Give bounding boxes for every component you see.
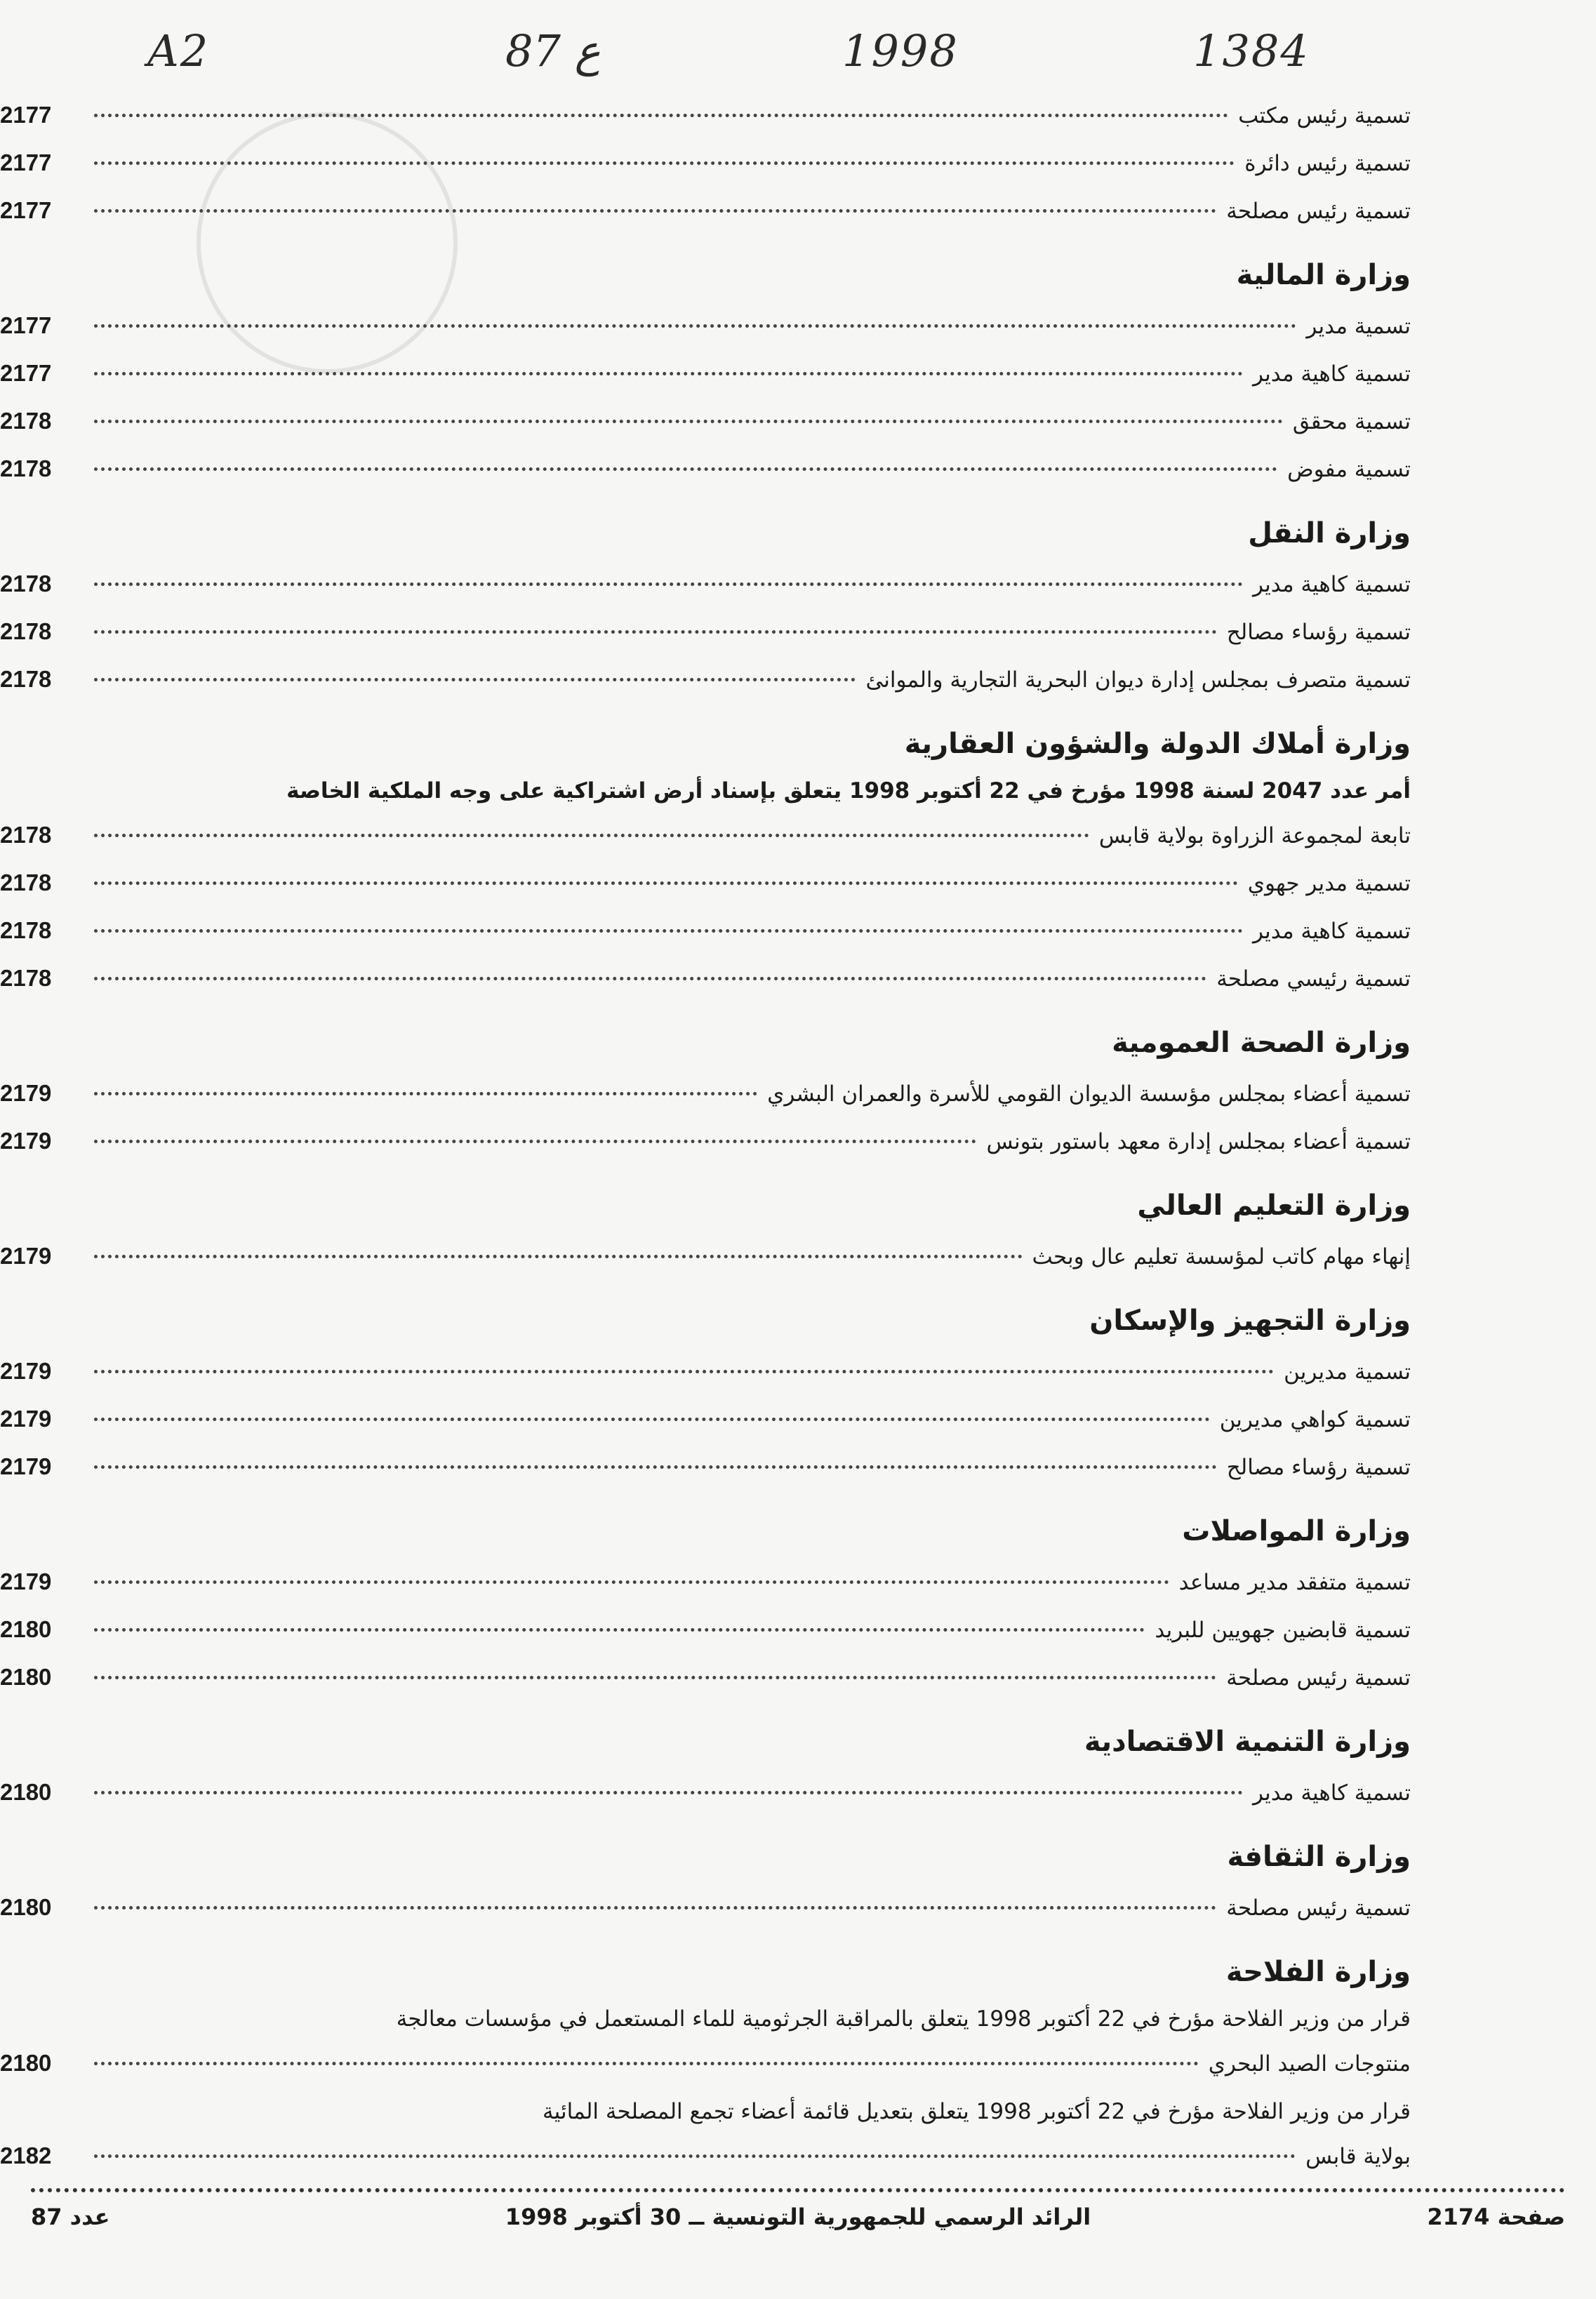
toc-row[interactable]: تسمية أعضاء بمجلس مؤسسة الديوان القومي للأسرة والعمران البشري 2179 <box>0 1080 1411 1107</box>
section-title-transport: وزارة النقل <box>1248 517 1411 549</box>
toc-row[interactable]: تسمية مدير جهوي 2178 <box>0 869 1411 896</box>
toc-row[interactable]: تسمية رئيسي مصلحة 2178 <box>0 965 1411 992</box>
toc-row[interactable]: تسمية كواهي مديرين 2179 <box>0 1406 1411 1432</box>
section-title-finance: وزارة المالية <box>1236 259 1411 291</box>
toc-row[interactable]: تسمية كاهية مدير 2178 <box>0 571 1411 597</box>
leader-dots <box>94 1418 1210 1421</box>
toc-row[interactable]: تسمية مدير 2177 <box>0 312 1411 339</box>
toc-row[interactable]: تسمية كاهية مدير 2180 <box>0 1779 1411 1806</box>
leader-dots <box>94 977 1206 980</box>
handwritten-annotation-a: A2 <box>147 25 210 76</box>
leader-dots <box>94 1791 1243 1794</box>
table-of-contents <box>0 91 1411 2180</box>
leader-dots <box>94 929 1243 933</box>
leader-dots <box>94 834 1089 837</box>
leader-dots <box>94 1465 1217 1469</box>
toc-row[interactable]: تسمية رئيس دائرة 2177 <box>0 149 1411 176</box>
section-title-higher-education: وزارة التعليم العالي <box>1137 1190 1411 1222</box>
decision-note: قرار من وزير الفلاحة مؤرخ في 22 أكتوبر 1998 يتعلق بالمراقبة الجرثومية للماء المستعمل في مؤسسات معالجة <box>396 2006 1411 2032</box>
toc-row[interactable]: تابعة لمجموعة الزراوة بولاية قابس 2178 <box>0 822 1411 848</box>
toc-row[interactable]: إنهاء مهام كاتب لمؤسسة تعليم عال وبحث 2179 <box>0 1243 1411 1270</box>
footer-issue-number: عدد 87 <box>31 2204 110 2230</box>
footer-page-number: صفحة 2174 <box>1427 2204 1565 2230</box>
section-title-culture: وزارة الثقافة <box>1227 1841 1411 1873</box>
toc-row[interactable]: تسمية مديرين 2179 <box>0 1358 1411 1385</box>
toc-row[interactable]: تسمية رئيس مصلحة 2177 <box>0 197 1411 224</box>
leader-dots <box>94 324 1296 328</box>
toc-row[interactable]: تسمية رؤساء مصالح 2178 <box>0 618 1411 645</box>
toc-row[interactable]: تسمية كاهية مدير 2178 <box>0 917 1411 944</box>
section-title-agriculture: وزارة الفلاحة <box>1225 1956 1411 1988</box>
leader-dots <box>94 420 1283 423</box>
toc-row[interactable]: بولاية قابس 2182 <box>0 2143 1411 2169</box>
toc-row[interactable]: تسمية متفقد مدير مساعد 2179 <box>0 1568 1411 1595</box>
leader-dots <box>94 2154 1296 2158</box>
leader-dots <box>94 582 1243 586</box>
toc-row[interactable]: تسمية رئيس مصلحة 2180 <box>0 1894 1411 1921</box>
section-title-equipment-housing: وزارة التجهيز والإسكان <box>1089 1305 1411 1337</box>
toc-row[interactable]: تسمية أعضاء بمجلس إدارة معهد باستور بتونس 2179 <box>0 1128 1411 1154</box>
leader-dots <box>94 209 1216 213</box>
leader-dots <box>94 630 1217 634</box>
leader-dots <box>94 114 1228 117</box>
leader-dots <box>94 1580 1169 1584</box>
decree-note: أمر عدد 2047 لسنة 1998 مؤرخ في 22 أكتوبر 1998 يتعلق بإسناد أرض اشتراكية على وجه الملكية الخاصة <box>286 778 1411 804</box>
toc-row[interactable]: تسمية كاهية مدير 2177 <box>0 360 1411 387</box>
toc-row[interactable]: منتوجات الصيد البحري 2180 <box>0 2050 1411 2077</box>
toc-row[interactable]: تسمية قابضين جهويين للبريد 2180 <box>0 1616 1411 1643</box>
leader-dots <box>94 372 1243 375</box>
toc-row[interactable]: تسمية محقق 2178 <box>0 408 1411 434</box>
leader-dots <box>94 1676 1216 1679</box>
leader-dots <box>94 678 856 681</box>
leader-dots <box>94 2062 1199 2065</box>
page-footer <box>31 2204 1565 2246</box>
handwritten-annotation-b: 87 ع <box>505 25 601 76</box>
toc-row[interactable]: تسمية مفوض 2178 <box>0 455 1411 482</box>
leader-dots <box>94 467 1277 471</box>
footer-publication: الرائد الرسمي للجمهورية التونسية ــ 30 أكتوبر 1998 <box>505 2204 1091 2230</box>
leader-dots <box>94 881 1238 885</box>
toc-row[interactable]: تسمية رئيس مصلحة 2180 <box>0 1664 1411 1691</box>
toc-row[interactable]: تسمية متصرف بمجلس إدارة ديوان البحرية التجارية والموانئ 2178 <box>0 666 1411 693</box>
handwritten-annotation-c: 1998 <box>842 25 959 76</box>
footer-divider <box>31 2188 1565 2192</box>
section-title-public-health: وزارة الصحة العمومية <box>1112 1027 1411 1059</box>
leader-dots <box>94 1628 1145 1632</box>
leader-dots <box>94 1906 1216 1910</box>
leader-dots <box>94 1370 1274 1373</box>
decision-note: قرار من وزير الفلاحة مؤرخ في 22 أكتوبر 1998 يتعلق بتعديل قائمة أعضاء تجمع المصلحة المائية <box>543 2099 1411 2124</box>
section-title-state-property: وزارة أملاك الدولة والشؤون العقارية <box>904 728 1411 760</box>
leader-dots <box>94 1140 976 1143</box>
handwritten-annotation-d: 1384 <box>1193 25 1310 76</box>
leader-dots <box>94 1255 1023 1258</box>
leader-dots <box>94 161 1235 165</box>
toc-row[interactable]: تسمية رؤساء مصالح 2179 <box>0 1453 1411 1480</box>
section-title-communications: وزارة المواصلات <box>1182 1515 1411 1547</box>
toc-row[interactable]: تسمية رئيس مكتب 2177 <box>0 102 1411 128</box>
section-title-economic-development: وزارة التنمية الاقتصادية <box>1084 1726 1411 1758</box>
leader-dots <box>94 1092 757 1095</box>
